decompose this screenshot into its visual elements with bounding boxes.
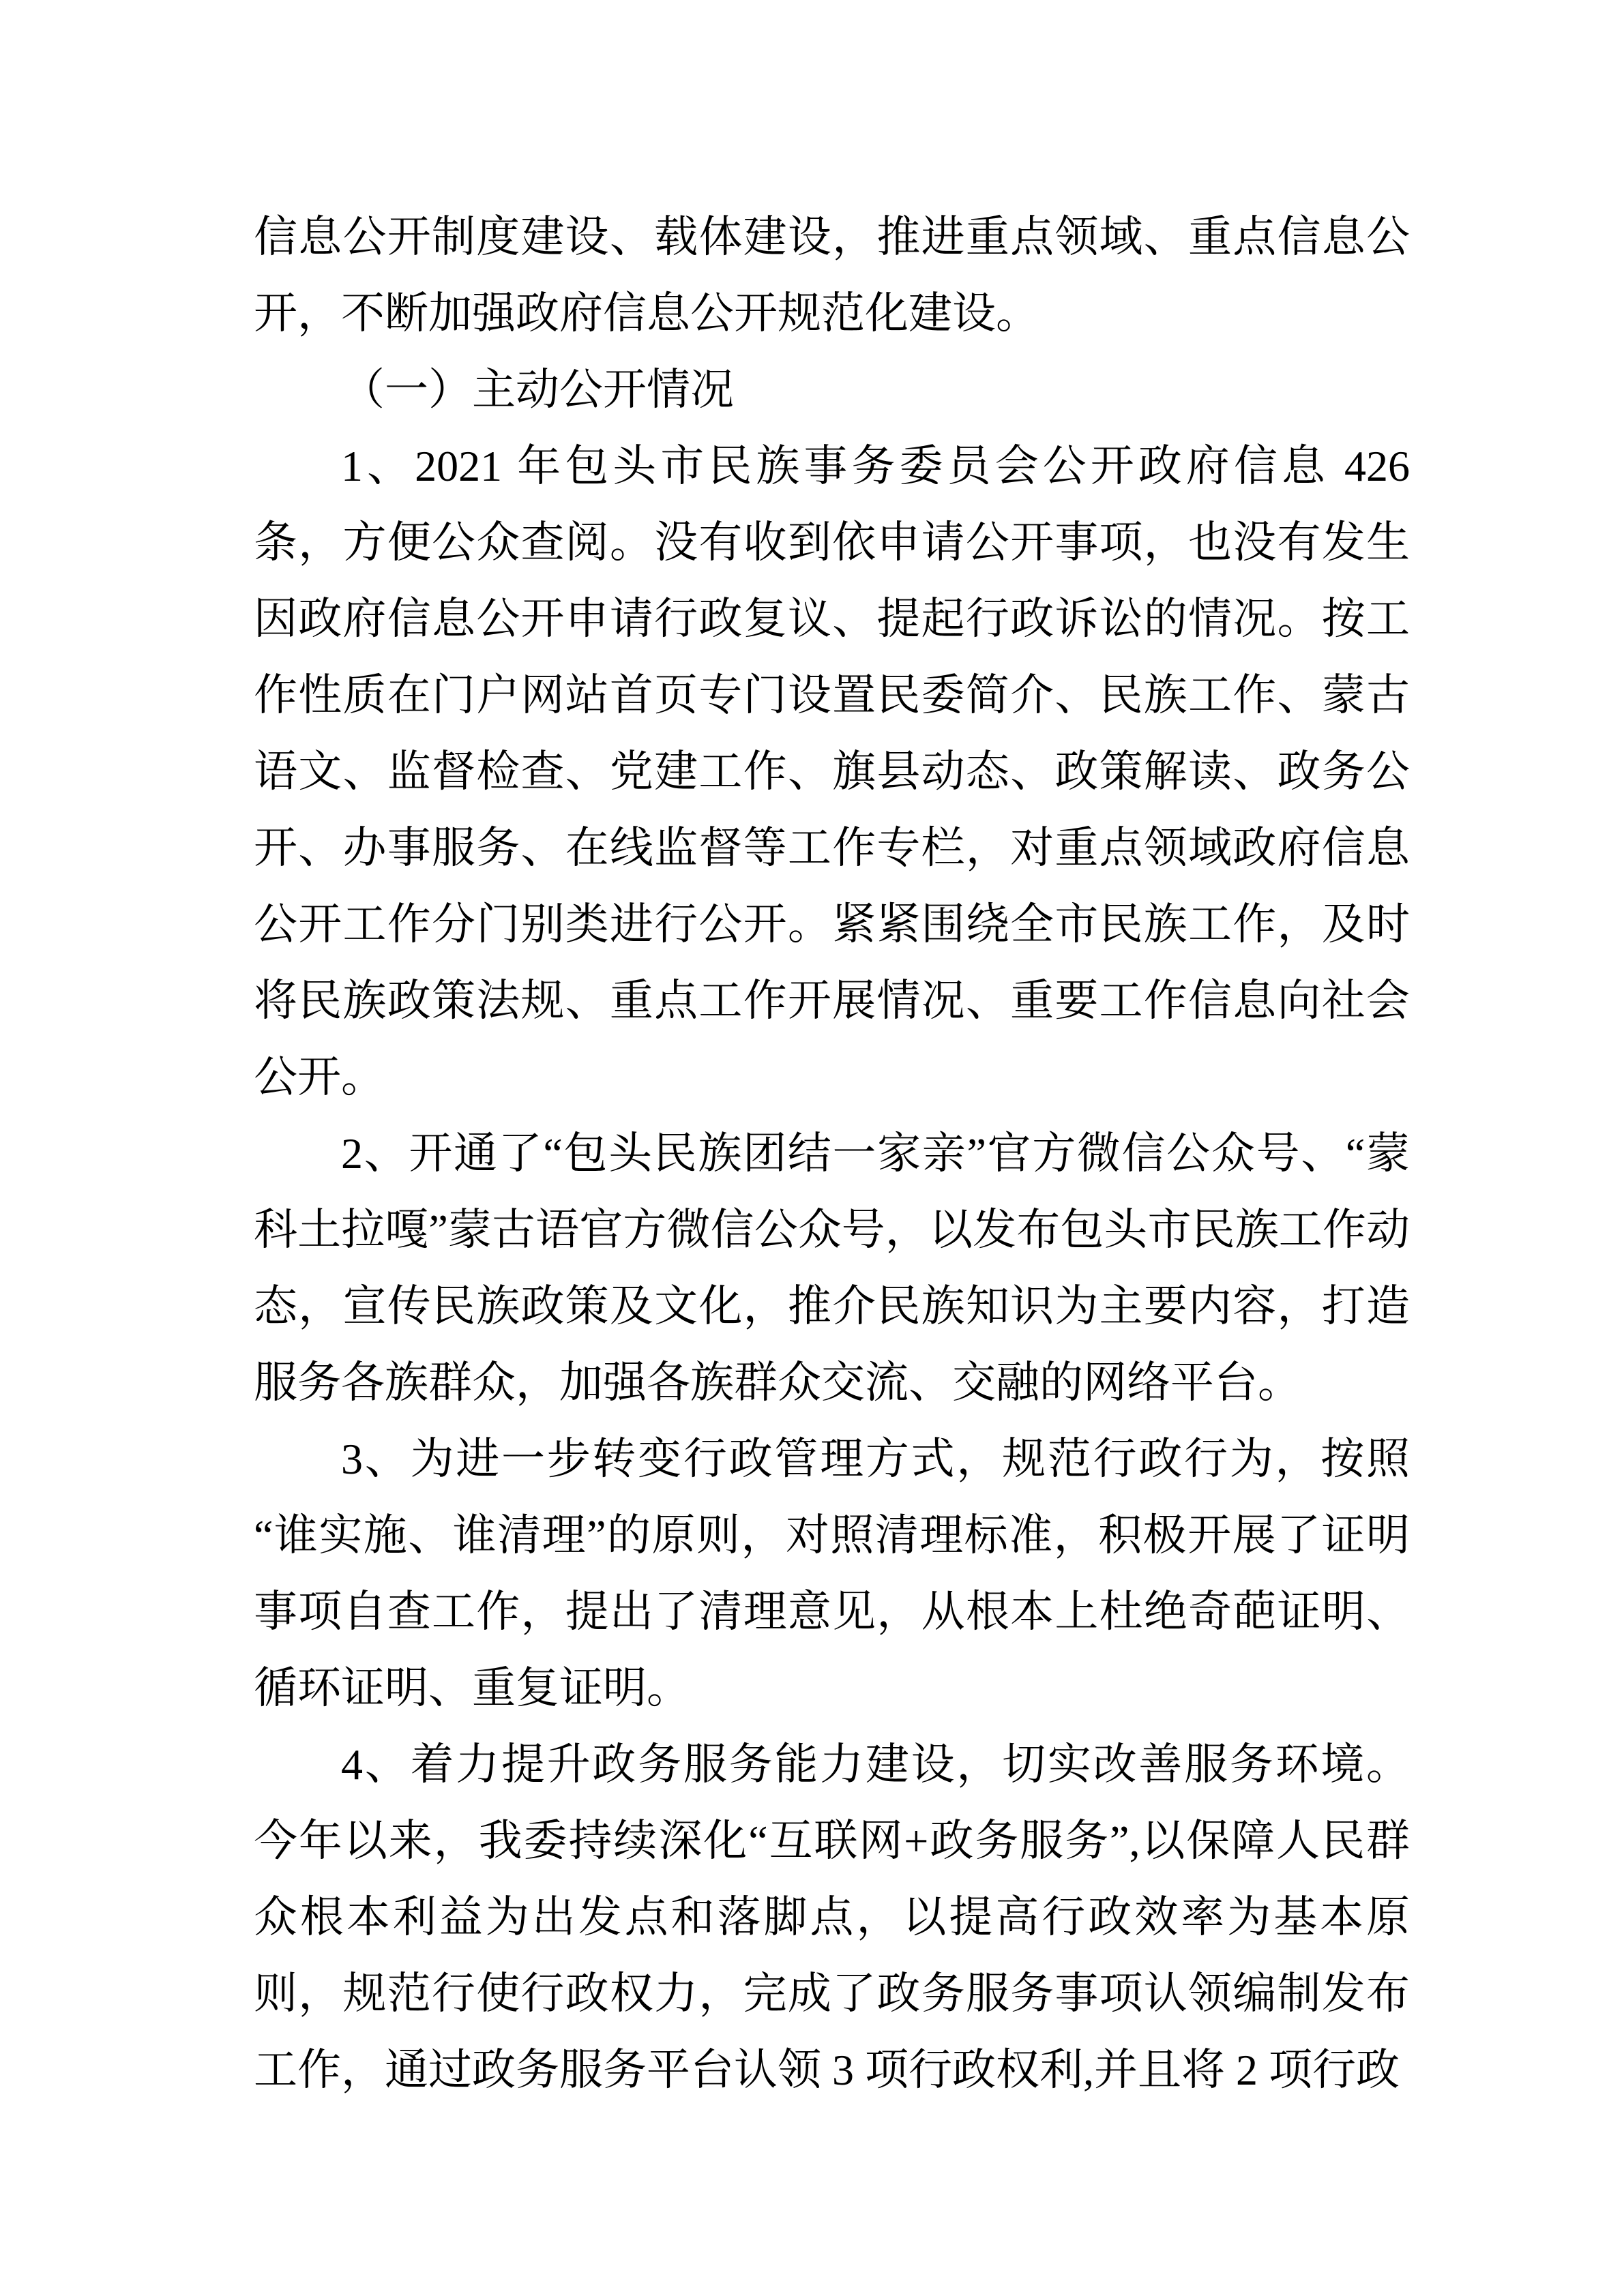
paragraph-item-3: 3、为进一步转变行政管理方式，规范行政行为，按照“谁实施、谁清理”的原则，对照清理标准，积极开展了证明事项自查工作，提出了清理意见，从根本上杜绝奇葩证明、循环证明、重复证明。 <box>254 1435 1410 1712</box>
section-heading: （一）主动公开情况 <box>341 366 734 414</box>
paragraph-continuation: 信息公开制度建设、载体建设，推进重点领域、重点信息公开，不断加强政府信息公开规范化建设。 <box>254 213 1410 338</box>
paragraph-item-4: 4、着力提升政务服务能力建设，切实改善服务环境。今年以来，我委持续深化“互联网+政务服务”,以保障人民群众根本利益为出发点和落脚点，以提高行政效率为基本原则，规范行使行政权力，完成了政务服务事项认领编制发布工作，通过政务服务平台认领 3 项行政权利,并且将 2 项行政 <box>254 1740 1410 2094</box>
document-body <box>254 199 1410 2108</box>
paragraph-item-1: 1、2021 年包头市民族事务委员会公开政府信息 426 条，方便公众查阅。没有收到依申请公开事项，也没有发生因政府信息公开申请行政复议、提起行政诉讼的情况。按工作性质在门户网站首页专门设置民委简介、民族工作、蒙古语文、监督检查、党建工作、旗县动态、政策解读、政务公开、办事服务、在线监督等工作专栏，对重点领域政府信息公开工作分门别类进行公开。紧紧围绕全市民族工作，及时将民族政策法规、重点工作开展情况、重要工作信息向社会公开。 <box>254 442 1410 1101</box>
paragraph-item-2: 2、开通了“包头民族团结一家亲”官方微信公众号、“蒙科土拉嘎”蒙古语官方微信公众号，以发布包头市民族工作动态，宣传民族政策及文化，推介民族知识为主要内容，打造服务各族群众，加强各族群众交流、交融的网络平台。 <box>254 1129 1410 1407</box>
